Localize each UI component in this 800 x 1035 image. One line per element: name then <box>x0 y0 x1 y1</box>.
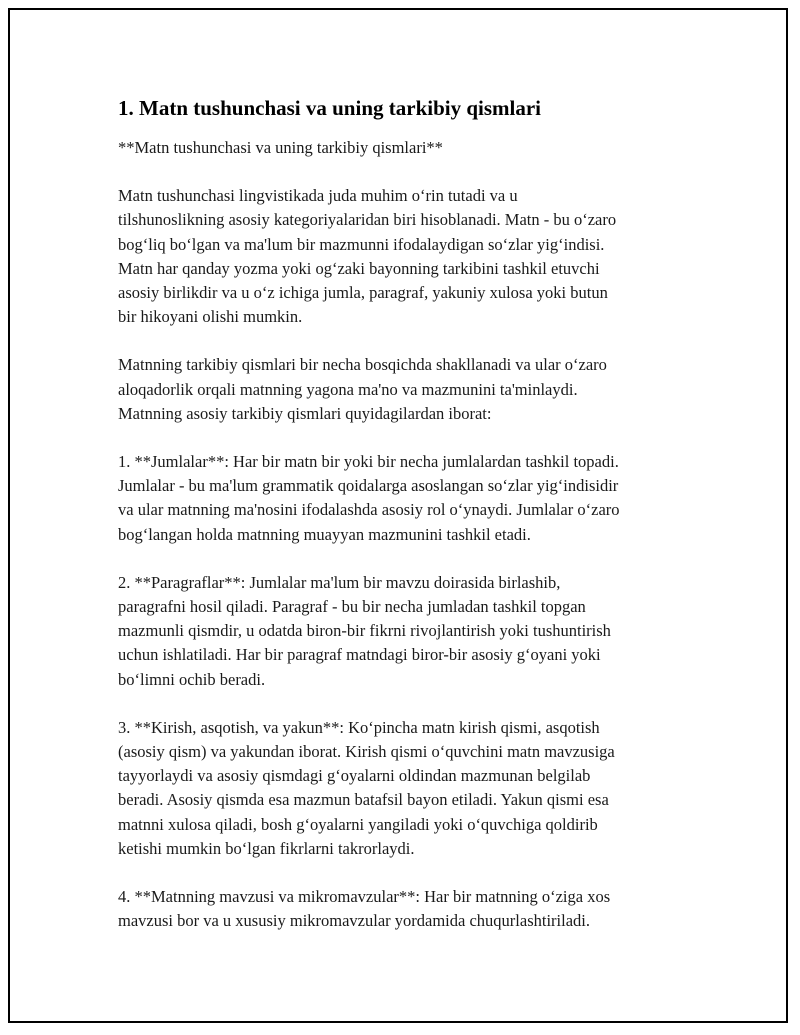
section-heading: 1. Matn tushunchasi va uning tarkibiy qismlari <box>118 96 542 120</box>
paragraph-intro: Matn tushunchasi lingvistikada juda muhim o‘rin tutadi va u tilshunoslikning asosiy kategoriyalaridan biri hisoblanadi. Matn - bu o‘zaro bog‘liq bo‘lgan va ma'lum bir mazmunni ifodalaydigan so‘zlar yig‘indisi. Matn har qanday yozma yoki og‘zaki bayonning tarkibini tashkil etuvchi asosiy birlikdir va u o‘z ichiga jumla, paragraf, yakuniy xulosa yoki butun bir hikoyani olishi mumkin. <box>118 186 617 327</box>
paragraph-subtitle: **Matn tushunchasi va uning tarkibiy qismlari** <box>118 138 443 157</box>
paragraph-topic: 4. **Matnning mavzusi va mikromavzular**: Har bir matnning o‘ziga xos mavzusi bor va u xususiy mikromavzular yordamida chuqurlashtiriladi. <box>118 887 611 931</box>
paragraph-paragraphs: 2. **Paragraflar**: Jumlalar ma'lum bir mavzu doirasida birlashib, paragrafni hosil qiladi. Paragraf - bu bir necha jumladan tashkil topgan mazmunli qismdir, u odatda biron-bir fikrni rivojlantirish yoki tushuntirish uchun ishlatiladi. Har bir paragraf matndagi biror-bir asosiy g‘oyani yoki bo‘limni ochib beradi. <box>118 572 611 689</box>
paragraph-components: Matnning tarkibiy qismlari bir necha bosqichda shakllanadi va ular o‘zaro aloqadorlik orqali matnning yagona ma'no va mazmunini ta'minlaydi. Matnning asosiy tarkibiy qismlari quyidagilardan iborat: <box>118 355 607 423</box>
paragraph-sentences: 1. **Jumlalar**: Har bir matn bir yoki bir necha jumlalardan tashkil topadi. Jumlalar - bu ma'lum grammatik qoidalarga asoslangan so‘zlar yig‘indisidir va ular matnning ma'nosini ifodalashda asosiy rol o‘ynaydi. Jumlalar o‘zaro bog‘langan holda matnning muayyan mazmunini tashkil etadi. <box>118 452 620 544</box>
document-body <box>118 94 688 957</box>
paragraph-structure: 3. **Kirish, asqotish, va yakun**: Ko‘pincha matn kirish qismi, asqotish (asosiy qism) va yakundan iborat. Kirish qismi o‘quvchini matn mavzusiga tayyorlaydi va asosiy qismdagi g‘oyalarni oldindan mazmunan belgilab beradi. Asosiy qismda esa mazmun batafsil bayon etiladi. Yakun qismi esa matnni xulosa qiladi, bosh g‘oyalarni yangiladi yoki o‘quvchiga qoldirib ketishi mumkin bo‘lgan fikrlarni takrorlaydi. <box>118 717 615 858</box>
